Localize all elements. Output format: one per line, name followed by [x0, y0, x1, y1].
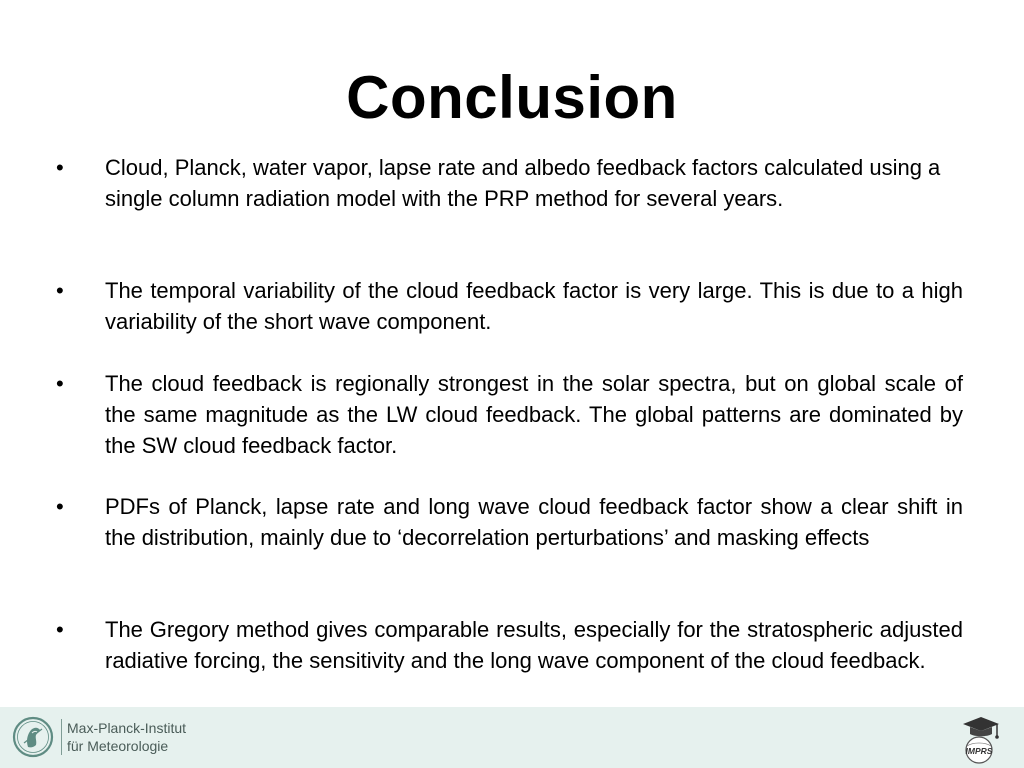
bullet-text: PDFs of Planck, lapse rate and long wave cloud feedback factor show a clear shift in the distribution, mainly due to ‘decorrelation perturbations’ and masking effects — [105, 494, 963, 550]
bullet-marker: • — [56, 371, 64, 396]
bullet-text: The cloud feedback is regionally strongest in the solar spectra, but on global scale of the same magnitude as the LW cloud feedback. The global patterns are dominated by the SW cloud feedback factor. — [105, 371, 963, 458]
bullet-marker: • — [56, 617, 64, 642]
footer-bar — [0, 707, 1024, 768]
institute-line-1: Max-Planck-Institut — [67, 720, 187, 736]
institute-name — [67, 719, 186, 755]
imprs-logo-icon — [955, 712, 1003, 764]
minerva-logo-icon — [12, 716, 54, 758]
bullet-text: Cloud, Planck, water vapor, lapse rate and albedo feedback factors calculated using a single column radiation model with the PRP method for several years. — [105, 155, 941, 211]
institute-line-2: für Meteorologie — [67, 738, 169, 754]
bullet-marker: • — [56, 155, 64, 180]
footer-divider — [61, 719, 62, 755]
bullet-marker: • — [56, 494, 64, 519]
bullet-marker: • — [56, 278, 64, 303]
slide-title: Conclusion — [346, 64, 678, 131]
bullet-text: The Gregory method gives comparable results, especially for the stratospheric adjusted radiative forcing, the sensitivity and the long wave component of the cloud feedback. — [105, 617, 963, 673]
imprs-logo-text: IMPRS — [965, 746, 993, 756]
bullet-text: The temporal variability of the cloud feedback factor is very large. This is due to a high variability of the short wave component. — [105, 278, 963, 334]
